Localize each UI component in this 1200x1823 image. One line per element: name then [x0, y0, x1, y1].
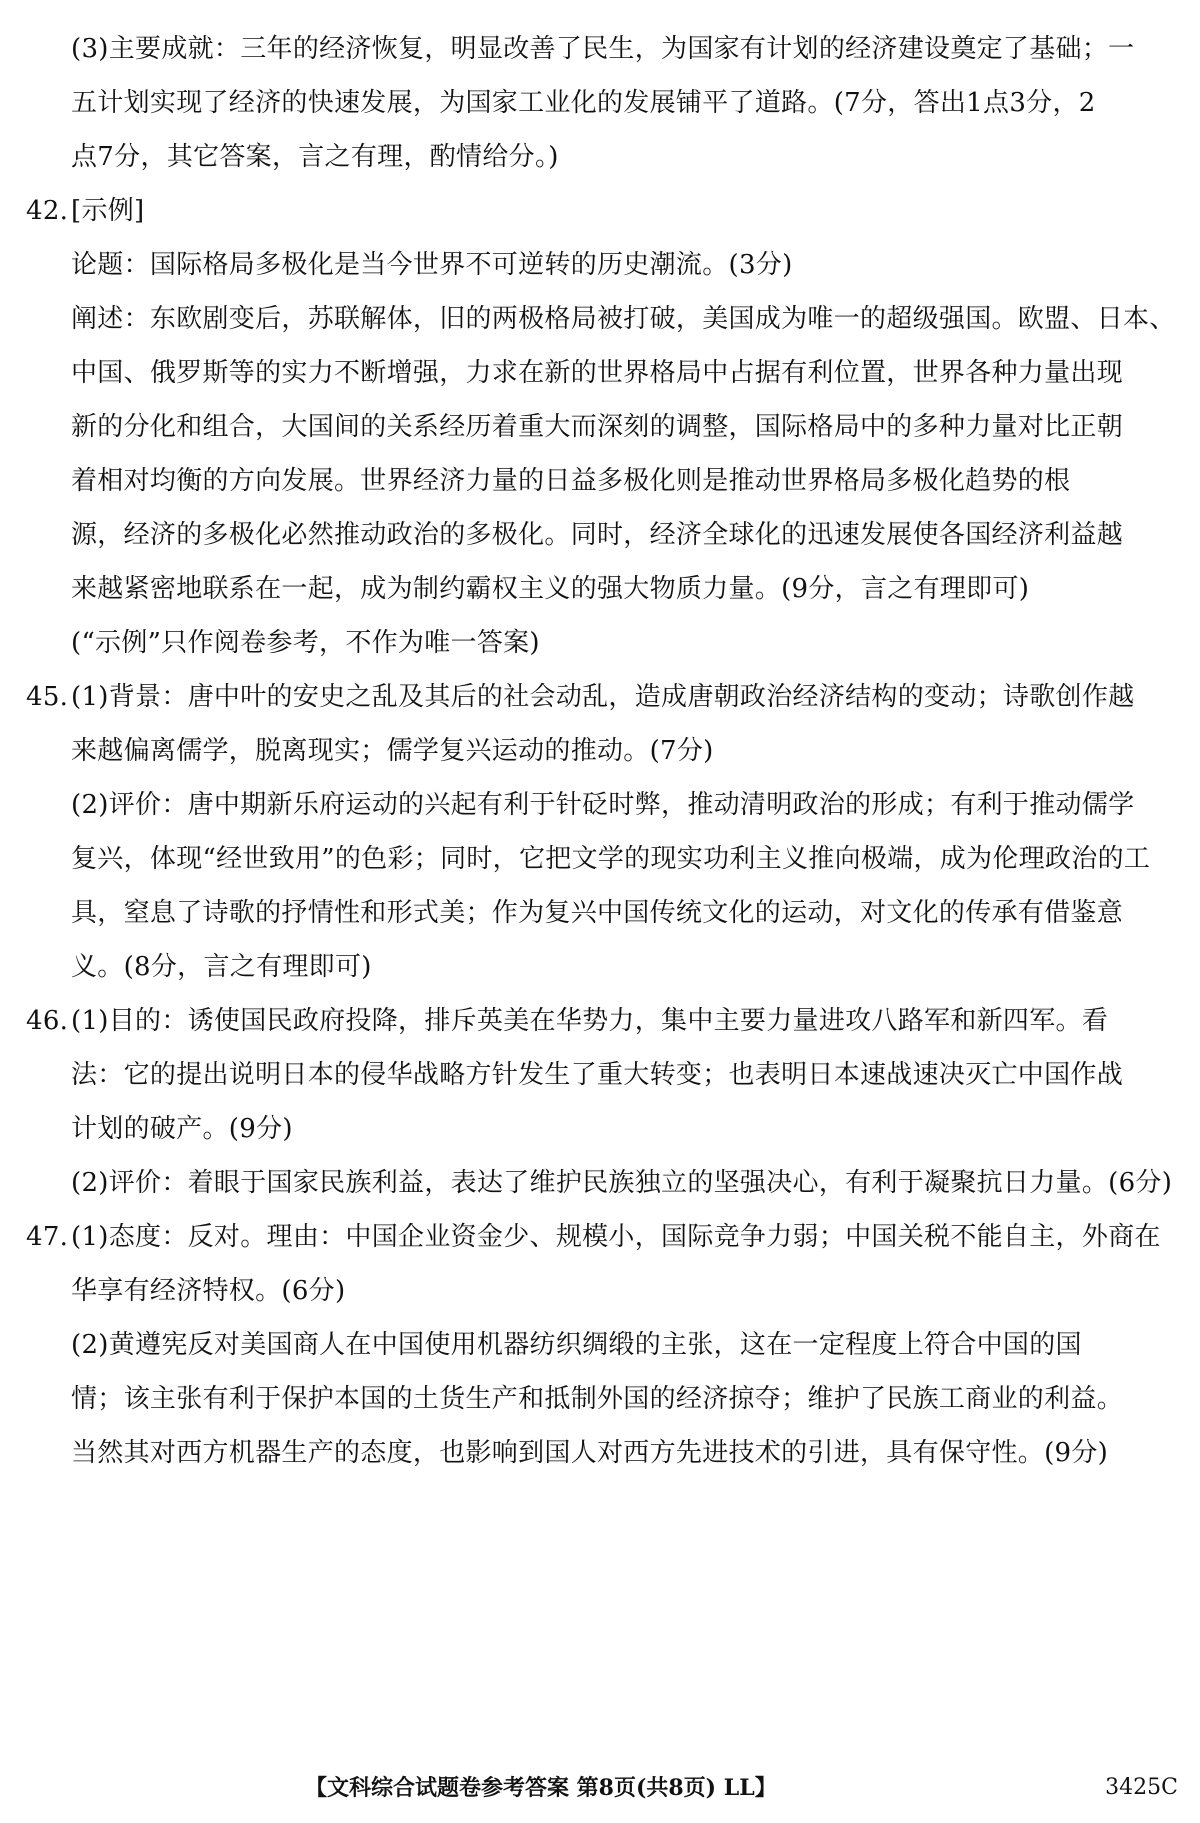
answer-42-line: 论题：国际格局多极化是当今世界不可逆转的历史潮流。(3分): [71, 250, 793, 280]
question-number: 47.: [26, 1222, 69, 1252]
answer-42-line: 着相对均衡的方向发展。世界经济力量的日益多极化则是推动世界格局多极化趋势的根: [71, 466, 1071, 496]
answer-45-line: 具，窒息了诗歌的抒情性和形式美；作为复兴中国传统文化的运动，对文化的传承有借鉴意: [71, 898, 1124, 928]
answer-42-line: 来越紧密地联系在一起，成为制约霸权主义的强大物质力量。(9分，言之有理即可): [71, 574, 1030, 604]
footer-title: 【文科综合试题卷参考答案 第8页(共8页) LL】: [305, 1775, 777, 1801]
answer-47-line: 情；该主张有利于保护本国的土货生产和抵制外国的经济掠夺；维护了民族工商业的利益。: [71, 1384, 1124, 1414]
answer-46-line: 法：它的提出说明日本的侵华战略方针发生了重大转变；也表明日本速战速决灭亡中国作战: [71, 1060, 1124, 1090]
question-45-line: 45. (1)背景：唐中叶的安史之乱及其后的社会动乱，造成唐朝政治经济结构的变动；诗歌创作越: [26, 670, 1186, 724]
footer-code: 3425C: [1105, 1775, 1178, 1800]
answer-41-3-line: 五计划实现了经济的快速发展，为国家工业化的发展铺平了道路。(7分，答出1点3分，2: [71, 88, 1096, 118]
question-number: 46.: [26, 1006, 69, 1036]
answer-42-line: 阐述：东欧剧变后，苏联解体，旧的两极格局被打破，美国成为唯一的超级强国。欧盟、日本、: [71, 304, 1176, 334]
answer-45-line: (2)评价：唐中期新乐府运动的兴起有利于针砭时弊，推动清明政治的形成；有利于推动儒学: [71, 790, 1135, 820]
answer-47-line: 当然其对西方机器生产的态度，也影响到国人对西方先进技术的引进，具有保守性。(9分): [71, 1438, 1109, 1468]
answer-46-line: (2)评价：着眼于国家民族利益，表达了维护民族独立的坚强决心，有利于凝聚抗日力量。(6分): [71, 1168, 1173, 1198]
answer-content: [26, 22, 1186, 1480]
answer-42-line: 中国、俄罗斯等的实力不断增强，力求在新的世界格局中占据有利位置，世界各种力量出现: [71, 358, 1124, 388]
answer-41-3-line: 点7分，其它答案，言之有理，酌情给分。): [71, 142, 559, 172]
question-number: 42.: [26, 196, 69, 226]
answer-42-line: 新的分化和组合，大国间的关系经历着重大而深刻的调整，国际格局中的多种力量对比正朝: [71, 412, 1124, 442]
answer-45-line: 复兴，体现“经世致用”的色彩；同时，它把文学的现实功利主义推向极端，成为伦理政治的工: [71, 844, 1151, 874]
answer-47-line: (2)黄遵宪反对美国商人在中国使用机器纺织绸缎的主张，这在一定程度上符合中国的国: [71, 1330, 1082, 1360]
answer-42-note: (“示例”只作阅卷参考，不作为唯一答案): [71, 628, 540, 658]
question-47-line: 47. (1)态度：反对。理由：中国企业资金少、规模小，国际竞争力弱；中国关税不能自主，外商在: [26, 1210, 1186, 1264]
question-46-line: 46. (1)目的：诱使国民政府投降，排斥英美在华势力，集中主要力量进攻八路军和新四军。看: [26, 994, 1186, 1048]
answer-47-line: 华享有经济特权。(6分): [71, 1276, 346, 1306]
answer-45-line: 来越偏离儒学，脱离现实；儒学复兴运动的推动。(7分): [71, 736, 714, 766]
answer-45-line: 义。(8分，言之有理即可): [71, 952, 372, 982]
question-42-heading: 42. [示例]: [26, 184, 1186, 238]
answer-42-line: 源，经济的多极化必然推动政治的多极化。同时，经济全球化的迅速发展使各国经济利益越: [71, 520, 1124, 550]
page-footer: [0, 1772, 1200, 1804]
answer-41-3-line: (3)主要成就：三年的经济恢复，明显改善了民生，为国家有计划的经济建设奠定了基础；一: [71, 34, 1135, 64]
question-number: 45.: [26, 682, 69, 712]
answer-46-line: 计划的破产。(9分): [71, 1114, 293, 1144]
